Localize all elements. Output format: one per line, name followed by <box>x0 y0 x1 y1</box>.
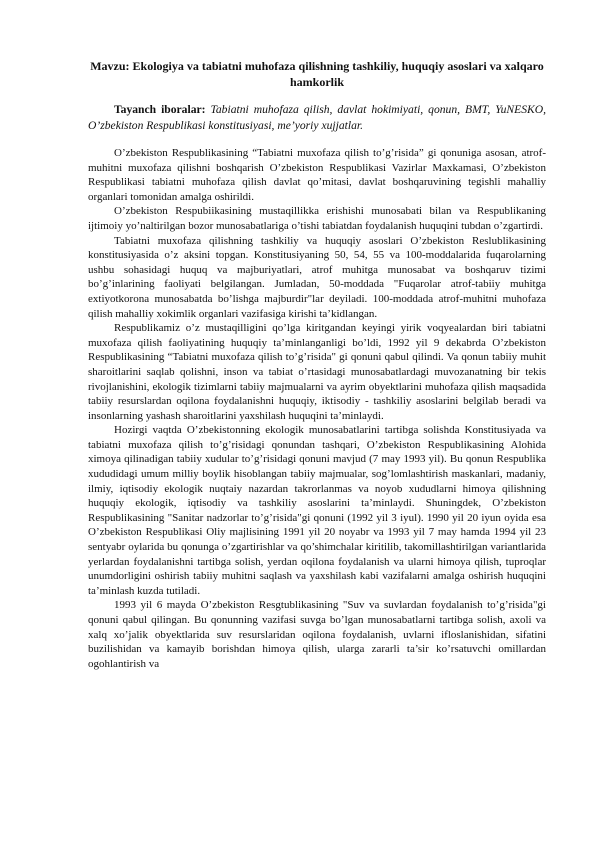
paragraph-1: O’zbekiston Respublikasining “Tabiatni muxofaza qilish to’g’risida” gi qonuniga asosan, atrof-muhitni muxofaza qilishni boshqarish O’zbekiston Respublikasi Vazirlar Maxkamasi, O’zbekiston Respublikasi tabiatni muhofaza qilish davlat qo’mitasi, davlat boshqaruvining tegishli mahalliy organlari tomonidan amalga oshirildi. <box>88 147 546 203</box>
paragraph-4: Respublikamiz o’z mustaqilligini qo’lga kiritgandan keyingi yirik voqyealardan biri tabiatni muxofaza qilish faoliyatining huquqiy ta’minlanganligi bo’ldi, 1992 yil 9 dekabrda O’zbekiston Respublikasining “Tabiatni muxofaza qilish to’g’risida" gi qonuni qabul qilindi. Va qonun tabiiy muhit sharoitlarini saqlab qolishni, inson va tabiat o’rtasidagi munosabatlardagi muvozanatning bir tekis rivojlanishini, ekologik tizimlarni tabiiy majmualarni va ayrim obyektlarini muhofaza qilish maqsadida tabiiy resurslardan oqilona foydalanishni huquqiy, iktisodiy - tashkiliy asoslarini belgilab beradi va insonlarning yashash sharoitlarini yaxshilash huquqini ta’minlaydi. <box>88 322 546 422</box>
document-title: Mavzu: Ekologiya va tabiatni muhofaza qilishning tashkiliy, huquqiy asoslari va xalqaro hamkorlik <box>90 59 544 89</box>
document-page <box>88 58 546 671</box>
keywords-block <box>88 102 546 134</box>
paragraph-3: Tabiatni muxofaza qilishning tashkiliy va huquqiy asoslari O’zbekiston Reslublikasining konstitusiyasida o’z aksini topgan. Konstitusiyaning 50, 54, 55 va 100-moddalarida fuqarolarning ushbu sohasidagi huquq va majburiyatlari, atrof muhitga munosabat va boshqaruv tizimi bo’g’inlarining faoliyati belgilangan. Jumladan, 50-moddada "Fuqarolar atrof-tabiiy muhitga extiyotkorona munosabatda bo’lishga majburdir"lar deyiladi. 100-moddada atrof-muhitni muhofaza qilish mahalliy xokimlik organlari vazifasiga kirishi ta’kidlangan. <box>88 234 546 320</box>
paragraph-2: O’zbekiston Respubiikasining mustaqillikka erishishi munosabati bilan va Respublikaning ijtimoiy yo’naltirilgan bozor munosabatlariga o’tishi tabiatdan foydalanish huquqini tubdan o’zgartirdi. <box>88 205 546 232</box>
keywords-text: Tabiatni muhofaza qilish, davlat hokimiyati, qonun, BMT, YuNESKO, O’zbekiston Respublikasi konstitusiyasi, me’yoriy xujjatlar. <box>88 103 546 132</box>
paragraph-6: 1993 yil 6 mayda O’zbekiston Resgtublikasining "Suv va suvlardan foydalanish to’g’risida"gi qonuni qabul qilingan. Bu qonunning vazifasi suvga bo’lgan munosabatlarni tartibga solish, axoli va xalq xo’jalik obyektlarida suv resurslaridan oqilona foydalanish, uvlarni ifloslanishidan, sifatini buzilishidan va kamayib borishdan himoya qilish, ularga zararli ta’sir ko’rsatuvchi omillardan ogohlantirish va <box>88 599 546 670</box>
keywords-label: Tayanch iboralar: <box>114 103 206 116</box>
paragraph-5: Hozirgi vaqtda O’zbekistonning ekologik munosabatlarini tartibga solishda Konstitusiyada va tabiatni muxofaza qilish to’g’risidagi qonundan tashqari, O’zbekiston Respublikasining Alohida ximoya qilinadigan tabiiy xudular to’g’risidagi qonuni mavjud (7 may 1993 yil). Bu qonun Respublika xududidagi umum milliy boylik hisoblangan tabiiy majmualar, sog’lomlashtirish maskanlari, madaniy, ilmiy, iqtisodiy ekologik nuqtaiy nazardan takrorlanmas va noyob xududlarni himoya qilishning huquqiy ekologik, iqtisodiy va tashkiliy asoslarini ta’minlaydi. Shuningdek, O’zbekiston Respublikasining "Sanitar nadzorlar to’g’risida"gi qonuni (1992 yil 3 iyul). 1990 yil 20 iyun oyida esa O’zbekiston Respublikasi Oliy majlisining 1991 yil 20 noyabr va 1993 yil 7 may hamda 1994 yil 23 sentyabr oylarida bu qonunga o’zgartirishlar va qo’shimchalar kiritilib, takomillashtirilgan variantlarida yerlardan foydalanishni tartibga solish, yerdan oqilona foydalanish va ularni himoya qilish, tuproqlar unumdorligini oshirish tabiiy muhitni saqlash va yaxshilash kabi vazifalarni amalga oshirish huquqini ta’minlash kuzda tutiladi. <box>88 424 546 597</box>
